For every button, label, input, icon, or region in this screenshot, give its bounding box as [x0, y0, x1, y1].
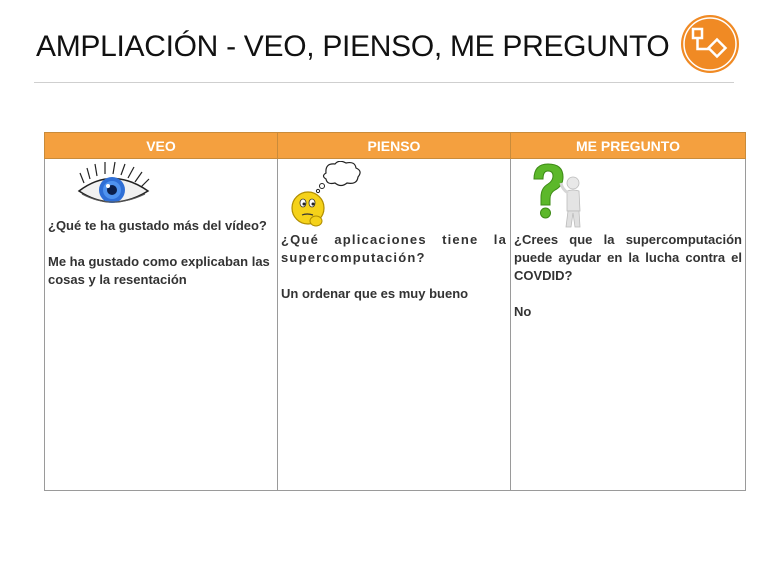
cell-me-pregunto — [511, 159, 746, 491]
header-veo: VEO — [45, 133, 278, 159]
thinking-face-icon — [291, 161, 371, 231]
question-veo: ¿Qué te ha gustado más del vídeo? — [48, 218, 267, 233]
header-me-pregunto: ME PREGUNTO — [511, 133, 746, 159]
veo-pienso-pregunto-table — [44, 132, 746, 491]
title-divider — [34, 82, 734, 83]
header-pienso: PIENSO — [278, 133, 511, 159]
flowchart-icon — [680, 14, 740, 74]
question-me-pregunto: ¿Crees que la supercomputación puede ayudar en la lucha contra el COVDID? — [514, 232, 742, 283]
answer-me-pregunto: No — [514, 304, 532, 319]
cell-veo — [45, 159, 278, 491]
answer-pienso: Un ordenar que es muy bueno — [281, 286, 469, 301]
question-mark-figure-icon — [526, 161, 596, 231]
question-pienso: ¿Qué aplicaciones tiene la supercomputación? — [281, 232, 507, 265]
eye-icon — [74, 161, 154, 217]
answer-veo: Me ha gustado como explicaban las cosas y la resentación — [48, 254, 270, 287]
cell-pienso — [278, 159, 511, 491]
slide-title: AMPLIACIÓN - VEO, PIENSO, ME PREGUNTO — [36, 30, 670, 63]
